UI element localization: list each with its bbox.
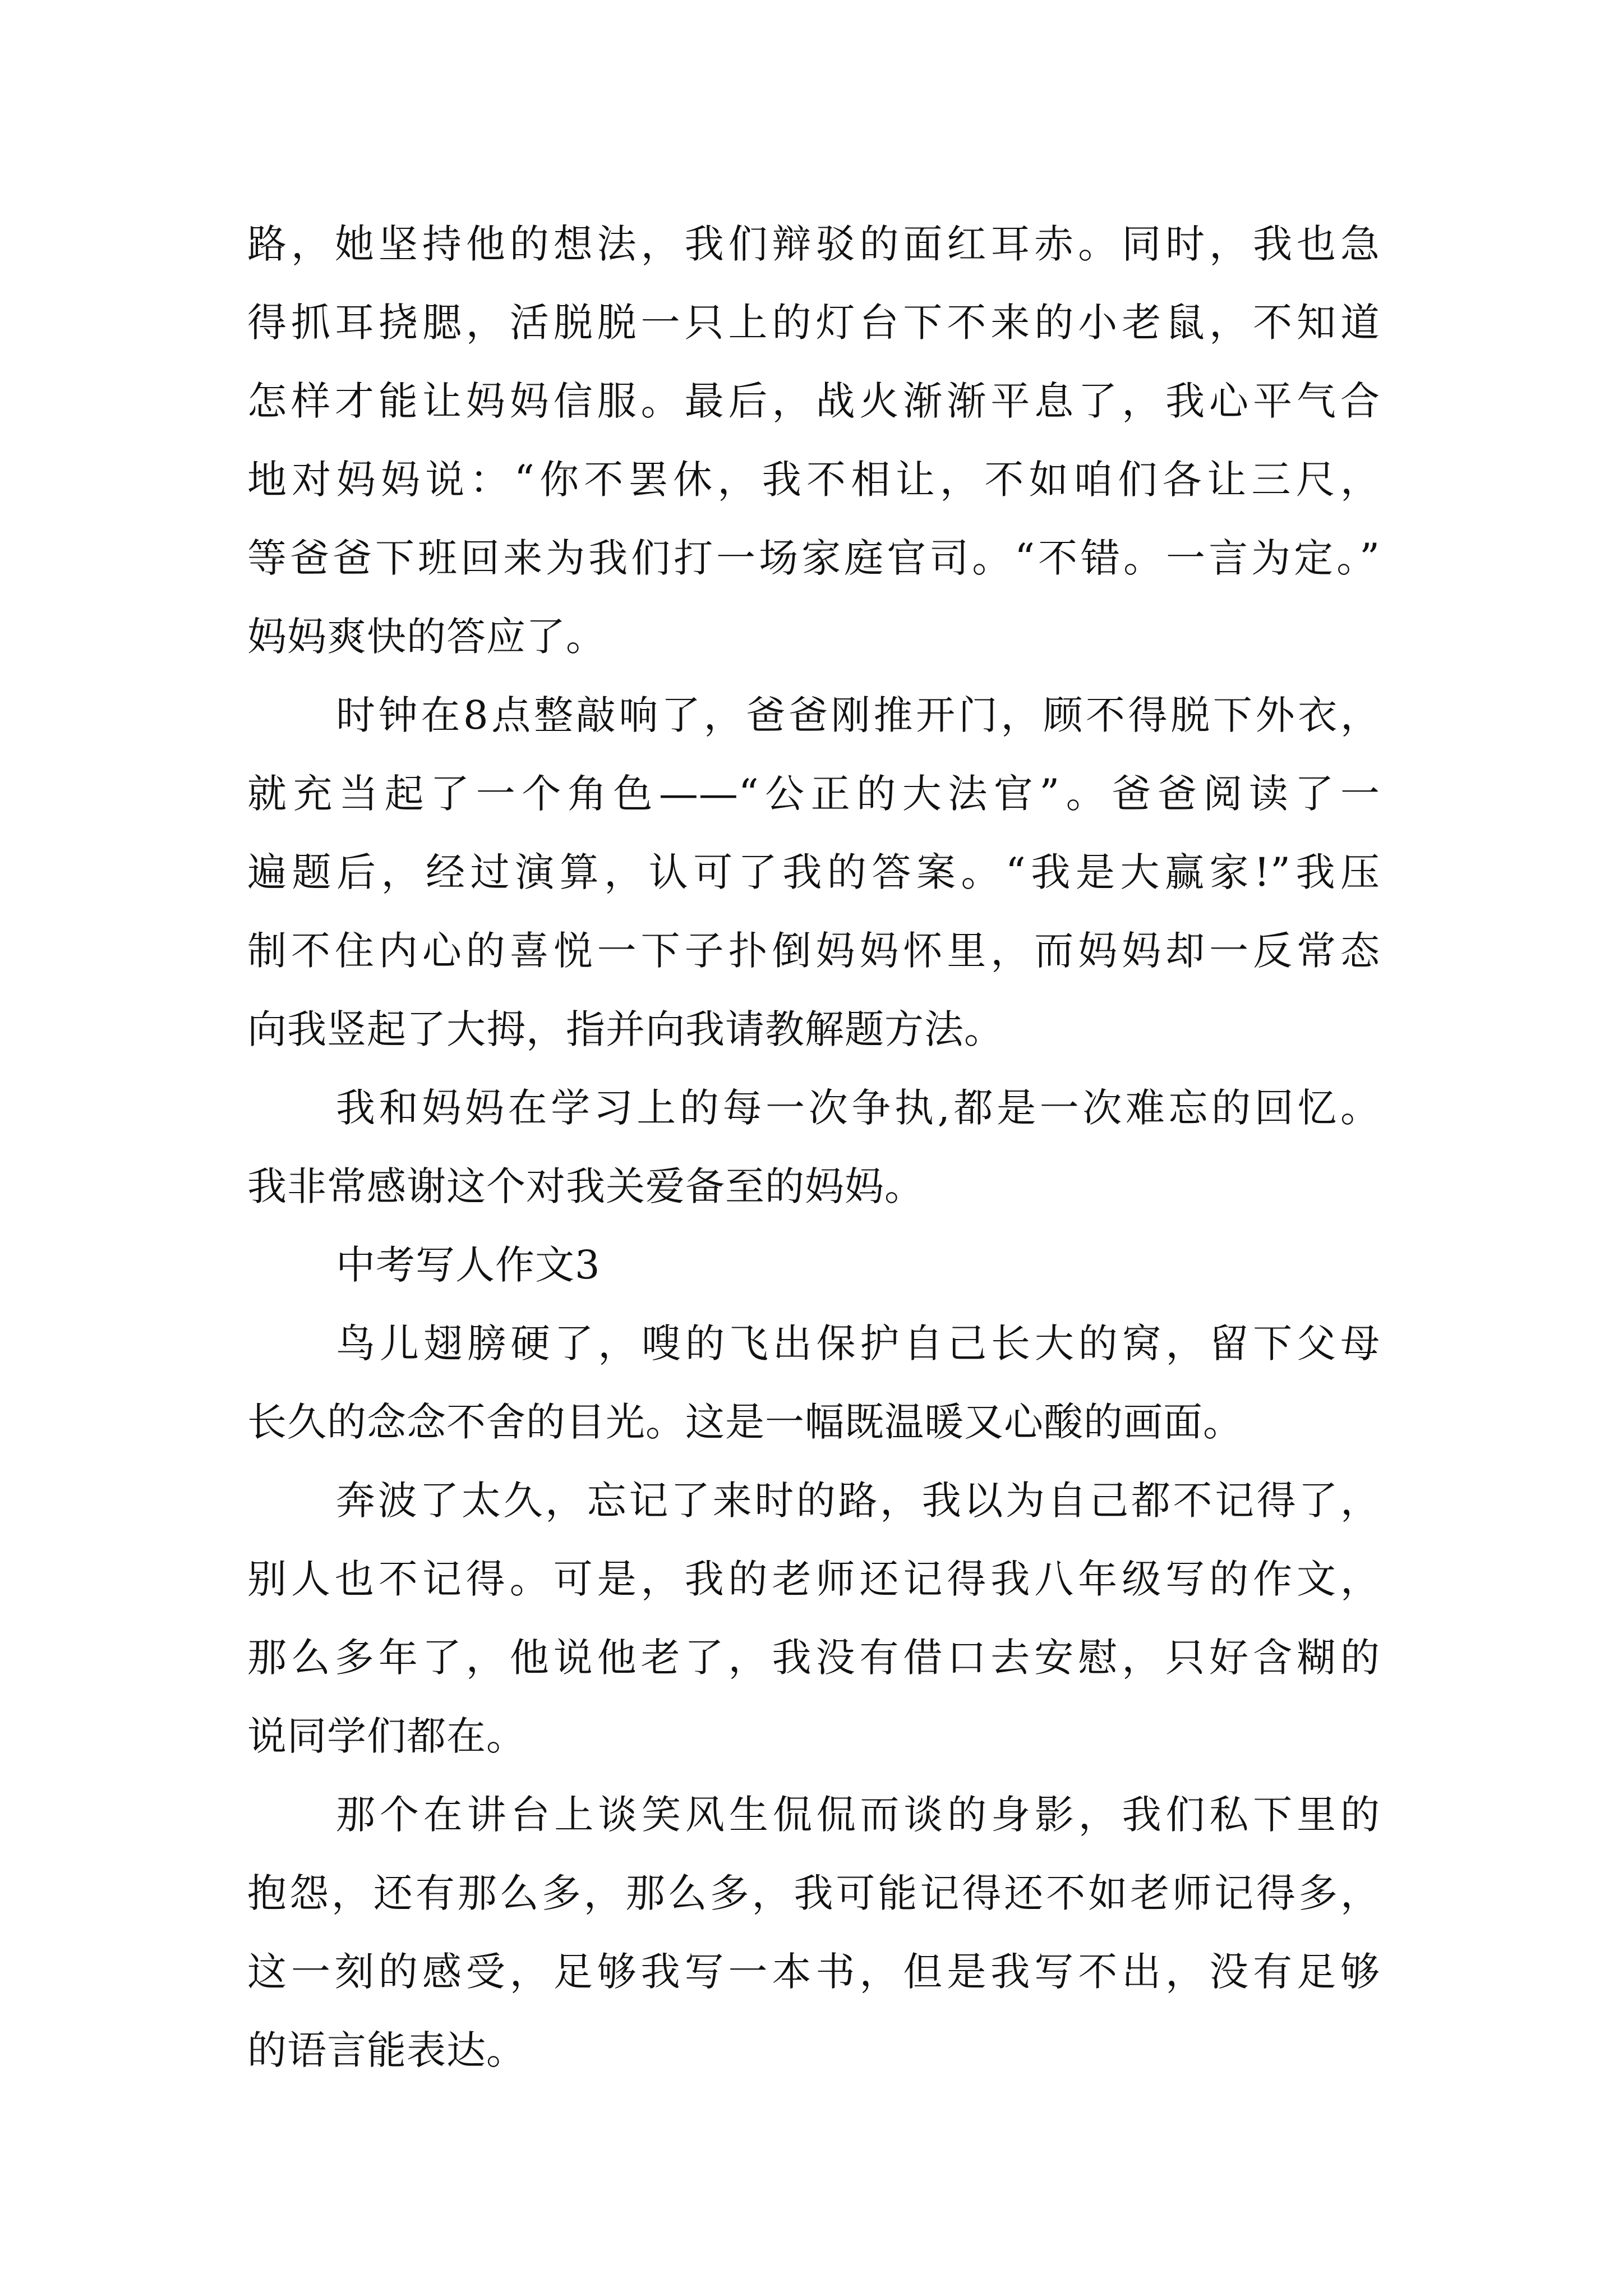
paragraph-line: 路，她坚持他的想法，我们辩驳的面红耳赤。同时，我也急 (247, 221, 1380, 267)
paragraph-line: 就充当起了一个角色——“公正的大法官”。爸爸阅读了一 (247, 771, 1380, 817)
paragraph-line: 长久的念念不舍的目光。这是一幅既温暖又心酸的画面。 (247, 1399, 1243, 1445)
paragraph-line: 向我竖起了大拇，指并向我请教解题方法。 (247, 1006, 1004, 1052)
section-heading: 中考写人作文3 (336, 1242, 601, 1288)
paragraph-line: 那么多年了，他说他老了，我没有借口去安慰，只好含糊的 (247, 1635, 1380, 1681)
paragraph-first-line: 奔波了太久，忘记了来时的路，我以为自己都不记得了， (336, 1478, 1380, 1524)
paragraph-line: 遍题后，经过演算，认可了我的答案。“我是大赢家!”我压 (247, 849, 1380, 895)
paragraph-line: 说同学们都在。 (247, 1713, 526, 1759)
paragraph-line: 制不住内心的喜悦一下子扑倒妈妈怀里，而妈妈却一反常态 (247, 928, 1380, 974)
paragraph-line: 地对妈妈说：“你不罢休，我不相让，不如咱们各让三尺， (247, 457, 1380, 503)
paragraph-first-line: 那个在讲台上谈笑风生侃侃而谈的身影，我们私下里的 (336, 1792, 1380, 1838)
paragraph-line: 抱怨，还有那么多，那么多，我可能记得还不如老师记得多， (247, 1870, 1380, 1916)
paragraph-line: 的语言能表达。 (247, 2027, 526, 2073)
paragraph-first-line: 鸟儿翅膀硬了，嗖的飞出保护自己长大的窝，留下父母 (336, 1320, 1380, 1366)
paragraph-line: 得抓耳挠腮，活脱脱一只上的灯台下不来的小老鼠，不知道 (247, 300, 1380, 346)
paragraph-line: 别人也不记得。可是，我的老师还记得我八年级写的作文， (247, 1556, 1380, 1602)
paragraph-line: 等爸爸下班回来为我们打一场家庭官司。“不错。一言为定。” (247, 535, 1380, 581)
paragraph-line: 妈妈爽快的答应了。 (247, 614, 606, 660)
paragraph-line: 怎样才能让妈妈信服。最后，战火渐渐平息了，我心平气合 (247, 378, 1380, 424)
paragraph-first-line: 时钟在8点整敲响了，爸爸刚推开门，顾不得脱下外衣， (336, 692, 1380, 738)
paragraph-first-line: 我和妈妈在学习上的每一次争执,都是一次难忘的回忆。 (336, 1085, 1380, 1131)
paragraph-line: 我非常感谢这个对我关爱备至的妈妈。 (247, 1163, 924, 1209)
paragraph-line: 这一刻的感受，足够我写一本书，但是我写不出，没有足够 (247, 1949, 1380, 1995)
